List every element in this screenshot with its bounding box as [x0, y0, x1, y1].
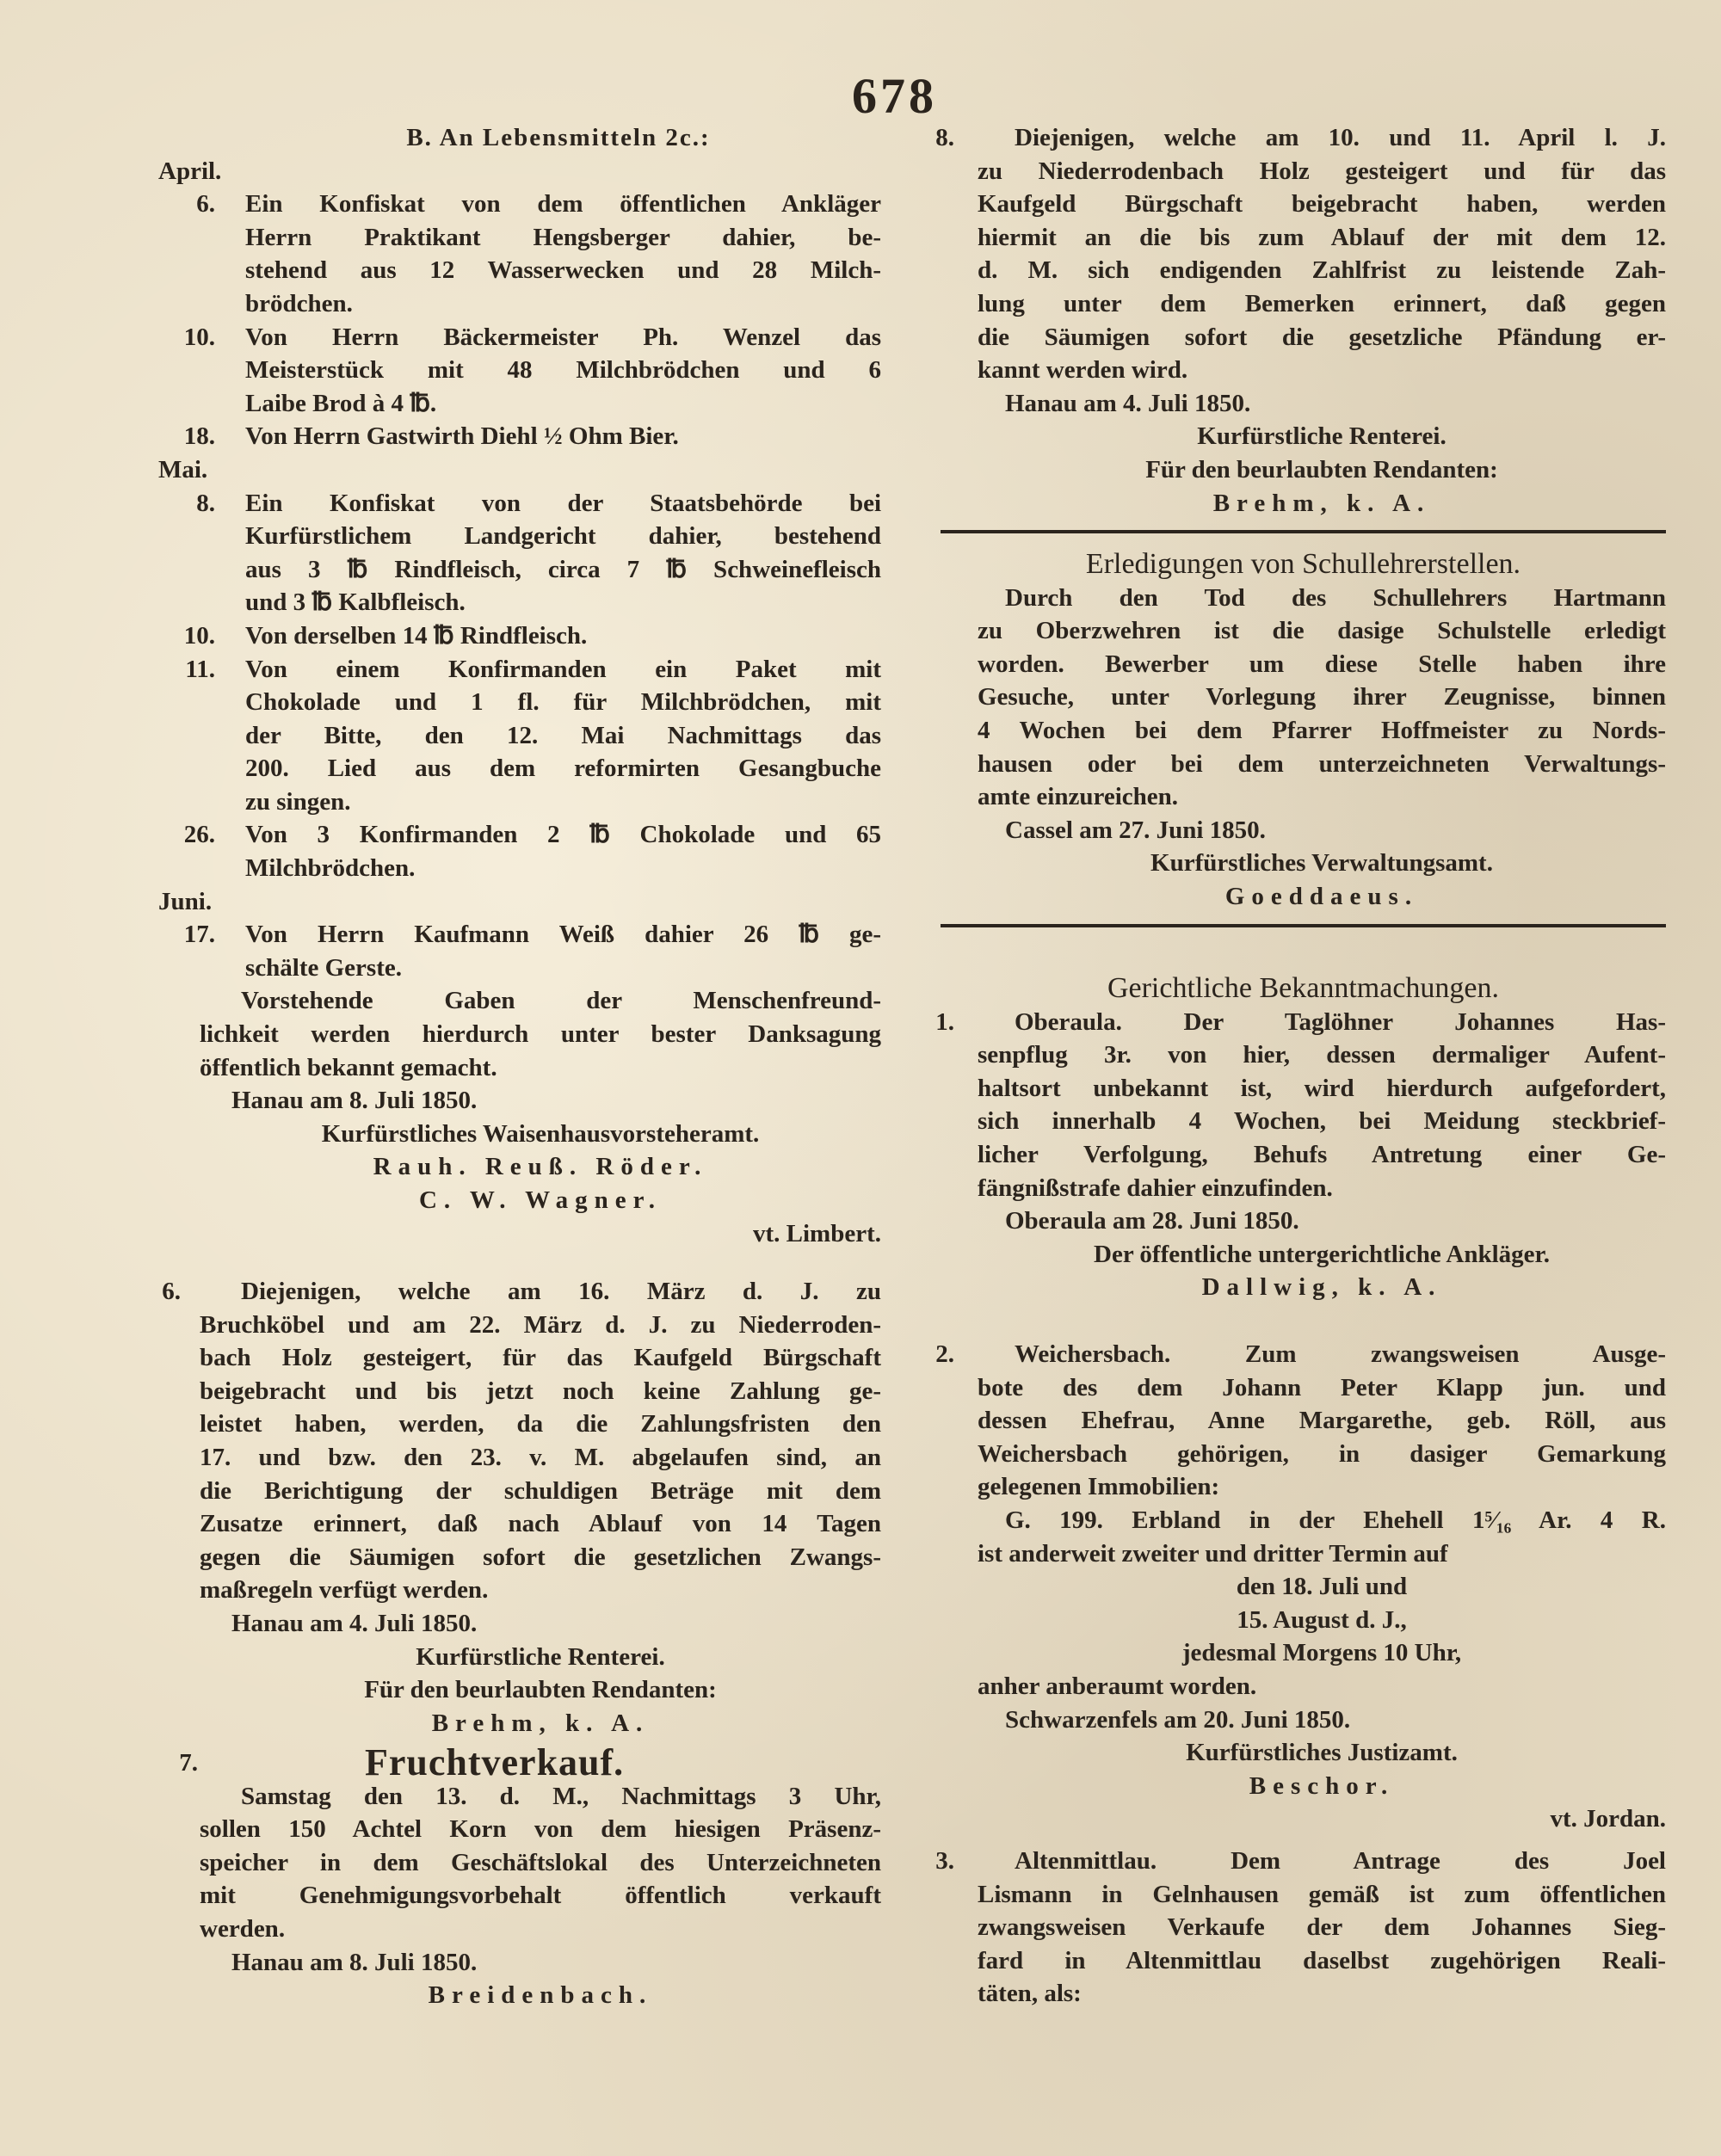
text-line — [158, 586, 881, 619]
line-text: C. W. Wagner. — [418, 1186, 663, 1214]
line-text: Juni. — [158, 887, 213, 915]
line-text: 15. August d. J., — [1237, 1605, 1407, 1634]
text-line — [158, 1641, 881, 1674]
line-text: Kurfürstliches Waisenhausvorsteheramt. — [321, 1119, 760, 1148]
line-text: Diejenigen, welche am 10. und 11. April l. J. — [1015, 124, 1666, 151]
line-text: gegen die Säumigen sofort die gesetzlichen Zwangs- — [200, 1543, 881, 1571]
line-text: maßregeln verfügt werden. — [200, 1576, 489, 1605]
line-text: fard in Altenmittlau daselbst zugehörigen Reali- — [978, 1946, 1666, 1974]
line-text: mit Genehmigungsvorbehalt öffentlich verkauft — [200, 1882, 881, 1910]
text-line — [941, 614, 1666, 648]
line-text: brödchen. — [245, 289, 353, 317]
text-line — [158, 553, 881, 587]
text-line — [941, 420, 1666, 453]
text-line — [941, 1770, 1666, 1803]
text-line — [158, 653, 881, 687]
text-line — [158, 1084, 881, 1118]
line-text: 17. und bzw. den 23. v. M. abgelaufen sind, an — [200, 1443, 881, 1471]
line-text: Oberaula am 28. Juni 1850. — [1005, 1207, 1299, 1235]
text-line — [158, 1375, 881, 1408]
line-text: ist anderweit zweiter und dritter Termin auf — [978, 1539, 1448, 1568]
text-line — [941, 648, 1666, 681]
text-line — [935, 1006, 1666, 1039]
text-line — [158, 885, 881, 919]
line-text: täten, als: — [978, 1980, 1082, 2008]
text-line — [158, 719, 881, 753]
line-text: Dallwig, k. A. — [1201, 1273, 1442, 1302]
line-text: Kurfürstlichem Landgericht dahier, bestehend — [245, 522, 881, 551]
line-text: Vorstehende Gaben der Menschenfreund- — [241, 987, 881, 1015]
entry-number: 7. — [179, 1749, 198, 1777]
line-text: Erledigungen von Schullehrerstellen. — [1085, 548, 1521, 580]
text-line — [941, 1371, 1666, 1405]
line-text: Ein Konfiskat von dem öffentlichen Ankläger — [245, 190, 881, 219]
text-line — [941, 1204, 1666, 1238]
text-line — [158, 1217, 881, 1251]
entry-number: 10. — [183, 621, 215, 650]
text-line — [941, 1911, 1666, 1944]
text-line — [158, 686, 881, 719]
line-text: G. 199. Erbland in der Ehehell 1⁵⁄₁₆ Ar. 4 R. — [1005, 1506, 1666, 1534]
line-text: zu Oberzwehren ist die dasige Schulstelle erledigt — [978, 617, 1666, 645]
text-line — [941, 880, 1666, 914]
text-line — [158, 188, 881, 221]
line-text: zwangsweisen Verkaufe der dem Johannes Sieg- — [978, 1913, 1666, 1942]
line-text: Von derselben 14 ℔ Rindfleisch. — [245, 621, 588, 650]
text-line — [158, 321, 881, 354]
line-text: vt. Limbert. — [753, 1219, 881, 1247]
line-text: Von Herrn Gastwirth Diehl ½ Ohm Bier. — [245, 422, 679, 451]
text-line — [941, 1138, 1666, 1172]
text-line — [158, 1946, 881, 1980]
left-section — [158, 1275, 881, 1740]
text-line — [158, 387, 881, 421]
line-text: anher anberaumt worden. — [978, 1672, 1257, 1700]
text-line — [935, 1338, 1666, 1371]
line-text: Altenmittlau. Dem Antrage des Joel — [1015, 1847, 1666, 1875]
text-line — [941, 1172, 1666, 1205]
section-heading — [941, 972, 1666, 1006]
line-text: senpflug 3r. von hier, dessen dermaliger Aufent- — [978, 1041, 1666, 1069]
line-text: sich innerhalb 4 Wochen, bei Meidung steckbrief- — [978, 1107, 1666, 1136]
text-line — [158, 1507, 881, 1541]
text-line — [941, 1470, 1666, 1504]
text-line — [941, 453, 1666, 487]
text-line — [158, 254, 881, 287]
line-text: sollen 150 Achtel Korn von dem hiesigen Präsenz- — [200, 1815, 881, 1844]
text-line — [158, 1309, 881, 1342]
line-text: vt. Jordan. — [1550, 1805, 1666, 1833]
text-line — [941, 847, 1666, 880]
line-text: Cassel am 27. Juni 1850. — [1005, 816, 1266, 844]
text-line — [941, 487, 1666, 521]
line-text: Von Herrn Bäckermeister Ph. Wenzel das — [245, 323, 881, 351]
text-line — [158, 1574, 881, 1607]
line-text: Kurfürstliches Verwaltungsamt. — [1150, 849, 1493, 878]
text-line — [158, 1118, 881, 1151]
line-text: Brehm, k. A. — [431, 1709, 650, 1737]
line-text: Meisterstück mit 48 Milchbrödchen und 6 — [245, 356, 881, 385]
text-line — [158, 918, 881, 952]
text-line — [935, 1845, 1666, 1878]
line-text: aus 3 ℔ Rindfleisch, circa 7 ℔ Schweinefleisch — [245, 555, 881, 583]
entry-number: 6. — [162, 1278, 181, 1305]
text-line — [941, 780, 1666, 814]
line-text: Von einem Konfirmanden ein Paket mit — [245, 655, 881, 683]
line-text: leistet haben, werden, da die Zahlungsfristen den — [200, 1410, 881, 1438]
text-line — [158, 1341, 881, 1375]
text-line — [158, 221, 881, 255]
text-line — [941, 1604, 1666, 1637]
text-line — [941, 1271, 1666, 1304]
text-line — [941, 1636, 1666, 1670]
line-text: 4 Wochen bei dem Pfarrer Hoffmeister zu Nords- — [978, 716, 1666, 744]
line-text: bach Holz gesteigert, für das Kaufgeld Bürgschaft — [200, 1344, 881, 1372]
line-text: Herrn Praktikant Hengsberger dahier, be- — [245, 223, 881, 251]
line-text: Durch den Tod des Schullehrers Hartmann — [1005, 583, 1666, 612]
line-text: Fruchtverkauf. — [365, 1741, 625, 1783]
page-number: 678 — [852, 68, 937, 124]
line-text: den 18. Juli und — [1236, 1573, 1408, 1601]
text-line — [158, 984, 881, 1018]
line-text: amte einzureichen. — [978, 783, 1179, 811]
line-text: Beschor. — [1249, 1771, 1395, 1800]
text-line — [158, 1673, 881, 1707]
line-text: Mai. — [158, 455, 208, 484]
line-text: Rauh. Reuß. Röder. — [373, 1153, 708, 1181]
text-line — [941, 1570, 1666, 1604]
line-text: Für den beurlaubten Rendanten: — [364, 1676, 717, 1704]
line-text: haltsort unbekannt ist, wird hierdurch aufgefordert, — [978, 1074, 1666, 1102]
line-text: die Berichtigung der schuldigen Beträge mit dem — [200, 1476, 881, 1505]
text-line — [941, 221, 1666, 255]
line-text: B. An Lebensmitteln 2c.: — [406, 124, 711, 151]
text-line — [158, 1184, 881, 1217]
text-line — [941, 748, 1666, 781]
line-text: Diejenigen, welche am 16. März d. J. zu — [241, 1278, 881, 1305]
text-line — [941, 714, 1666, 748]
line-text: Zusatze erinnert, daß nach Ablauf von 14 Tagen — [200, 1510, 881, 1538]
line-text: lichkeit werden hierdurch unter bester Danksagung — [200, 1020, 881, 1049]
text-line — [158, 520, 881, 553]
text-line — [158, 453, 881, 487]
text-line — [941, 321, 1666, 354]
text-line — [158, 619, 881, 653]
text-line — [941, 155, 1666, 188]
line-text: schälte Gerste. — [245, 953, 402, 982]
text-line — [941, 1977, 1666, 2011]
line-text: Chokolade und 1 fl. für Milchbrödchen, mit — [245, 688, 881, 717]
entry-number: 10. — [183, 323, 215, 351]
text-line — [941, 1802, 1666, 1836]
line-text: Von Herrn Kaufmann Weiß dahier 26 ℔ ge- — [245, 921, 881, 949]
line-text: Lismann in Gelnhausen gemäß ist zum öffentlichen — [978, 1880, 1666, 1908]
text-line — [158, 752, 881, 785]
right-section — [935, 121, 1666, 552]
line-text: die Säumigen sofort die gesetzliche Pfändung er- — [978, 323, 1666, 351]
left-section — [158, 121, 881, 1250]
line-text: Laibe Brod à 4 ℔. — [245, 389, 437, 417]
line-text: und 3 ℔ Kalbfleisch. — [245, 588, 466, 617]
text-line — [158, 1441, 881, 1475]
text-line — [941, 254, 1666, 287]
text-line — [941, 354, 1666, 387]
line-text: öffentlich bekannt gemacht. — [200, 1053, 497, 1081]
line-text: Goeddaeus. — [1224, 882, 1419, 910]
text-line — [941, 1238, 1666, 1272]
line-text: der Bitte, den 12. Mai Nachmittags das — [245, 721, 881, 749]
text-line — [158, 1780, 881, 1814]
text-line — [158, 1707, 881, 1740]
text-line — [158, 1051, 881, 1085]
line-text: lung unter dem Bemerken erinnert, daß gegen — [978, 289, 1666, 317]
entry-number: 3. — [935, 1847, 954, 1875]
line-text: 200. Lied aus dem reformirten Gesangbuche — [245, 755, 881, 783]
entry-number: 8. — [196, 489, 215, 517]
text-line — [941, 188, 1666, 221]
line-text: worden. Bewerber um diese Stelle haben ihre — [978, 650, 1666, 678]
text-line — [158, 1879, 881, 1913]
text-line — [158, 420, 881, 453]
text-line — [158, 487, 881, 521]
entry-number: 17. — [183, 921, 215, 949]
line-text: zu singen. — [245, 787, 351, 816]
line-text: Hanau am 4. Juli 1850. — [231, 1609, 478, 1637]
line-text: Von 3 Konfirmanden 2 ℔ Chokolade und 65 — [245, 821, 881, 849]
entry-number: 11. — [185, 655, 215, 683]
text-line — [158, 1846, 881, 1880]
text-line — [158, 785, 881, 819]
line-text: d. M. sich endigenden Zahlfrist zu leistende Zah- — [978, 256, 1666, 285]
line-text: kannt werden wird. — [978, 356, 1188, 385]
line-text: zu Niederrodenbach Holz gesteigert und für das — [978, 157, 1666, 185]
text-line — [941, 1537, 1666, 1571]
text-line — [158, 354, 881, 387]
line-text: Weichersbach gehörigen, in dasiger Gemarkung — [978, 1439, 1666, 1468]
text-line — [941, 1504, 1666, 1537]
line-text: licher Verfolgung, Behufs Antretung einer Ge- — [978, 1140, 1666, 1168]
entry-number: 2. — [935, 1340, 954, 1368]
line-text: Kurfürstliche Renterei. — [416, 1642, 665, 1671]
text-line — [941, 814, 1666, 847]
section-divider — [941, 530, 1666, 533]
text-line — [941, 1038, 1666, 1072]
line-text: beigebracht und bis jetzt noch keine Zahlung ge- — [200, 1377, 881, 1405]
entry-number: 1. — [935, 1007, 954, 1036]
line-text: fängnißstrafe dahier einzufinden. — [978, 1173, 1333, 1202]
line-text: Breidenbach. — [428, 1981, 653, 2010]
text-line — [158, 1150, 881, 1184]
text-line — [941, 1944, 1666, 1978]
line-text: Gerichtliche Bekanntmachungen. — [1107, 972, 1500, 1004]
text-line — [941, 1404, 1666, 1438]
entry-number: 6. — [196, 190, 215, 219]
section-heading — [158, 1741, 881, 1783]
text-line — [158, 1607, 881, 1641]
line-text: Hanau am 8. Juli 1850. — [231, 1948, 478, 1976]
text-line — [158, 852, 881, 885]
text-line — [941, 1703, 1666, 1737]
text-line — [158, 1275, 881, 1309]
entry-number: 26. — [183, 821, 215, 849]
text-line — [158, 1475, 881, 1508]
section-divider — [941, 924, 1666, 927]
line-text: hiermit an die bis zum Ablauf der mit dem 12. — [978, 223, 1666, 251]
section-heading — [158, 121, 881, 155]
text-line — [158, 155, 881, 188]
text-line — [941, 1670, 1666, 1703]
line-text: Für den beurlaubten Rendanten: — [1145, 455, 1498, 484]
line-text: April. — [158, 157, 222, 185]
text-line — [941, 287, 1666, 321]
line-text: dessen Ehefrau, Anne Margarethe, geb. Röll, aus — [978, 1407, 1666, 1435]
line-text: Oberaula. Der Taglöhner Johannes Has- — [1015, 1007, 1666, 1036]
text-line — [158, 1541, 881, 1574]
line-text: Kurfürstliches Justizamt. — [1186, 1739, 1458, 1767]
text-line — [941, 1438, 1666, 1471]
text-line — [158, 1979, 881, 2012]
line-text: Weichersbach. Zum zwangsweisen Ausge- — [1015, 1340, 1666, 1368]
line-text: speicher in dem Geschäftslokal des Unterzeichneten — [200, 1848, 881, 1876]
line-text: gelegenen Immobilien: — [978, 1473, 1220, 1501]
line-text: bote des dem Johann Peter Klapp jun. und — [978, 1373, 1666, 1401]
text-line — [941, 387, 1666, 421]
text-line — [941, 1105, 1666, 1138]
line-text: hausen oder bei dem unterzeichneten Verwaltungs- — [978, 749, 1666, 778]
line-text: Milchbrödchen. — [245, 854, 416, 883]
text-line — [941, 1072, 1666, 1106]
text-line — [158, 287, 881, 321]
line-text: Der öffentliche untergerichtliche Ankläger. — [1094, 1240, 1550, 1268]
line-text: Kaufgeld Bürgschaft beigebracht haben, werden — [978, 190, 1666, 219]
line-text: Samstag den 13. d. M., Nachmittags 3 Uhr, — [241, 1782, 881, 1810]
line-text: Gesuche, unter Vorlegung ihrer Zeugnisse, binnen — [978, 683, 1666, 711]
right-section — [935, 1338, 1666, 1836]
line-text: Hanau am 4. Juli 1850. — [1005, 389, 1251, 417]
right-section — [941, 548, 1666, 946]
right-section — [935, 972, 1666, 1304]
line-text: stehend aus 12 Wasserwecken und 28 Milch- — [245, 256, 881, 285]
text-line — [158, 818, 881, 852]
section-heading — [941, 548, 1666, 582]
line-text: Ein Konfiskat von der Staatsbehörde bei — [245, 489, 881, 517]
text-line — [941, 681, 1666, 714]
text-line — [935, 121, 1666, 155]
line-text: werden. — [200, 1914, 286, 1943]
text-line — [158, 1913, 881, 1946]
line-text: Hanau am 8. Juli 1850. — [231, 1087, 478, 1115]
entry-number: 18. — [183, 422, 215, 451]
line-text: jedesmal Morgens 10 Uhr, — [1181, 1639, 1462, 1667]
entry-number: 8. — [935, 124, 954, 151]
text-line — [941, 1878, 1666, 1912]
text-line — [158, 1018, 881, 1051]
text-line — [941, 582, 1666, 615]
text-line — [158, 952, 881, 985]
line-text: Bruchköbel und am 22. März d. J. zu Niederroden- — [200, 1310, 881, 1339]
left-section — [158, 1741, 881, 2012]
text-line — [941, 1736, 1666, 1770]
line-text: Brehm, k. A. — [1212, 489, 1431, 517]
text-line — [158, 1408, 881, 1441]
line-text: Kurfürstliche Renterei. — [1197, 422, 1447, 451]
line-text: Schwarzenfels am 20. Juni 1850. — [1005, 1705, 1351, 1734]
right-section — [935, 1845, 1666, 2011]
text-line — [158, 1813, 881, 1846]
